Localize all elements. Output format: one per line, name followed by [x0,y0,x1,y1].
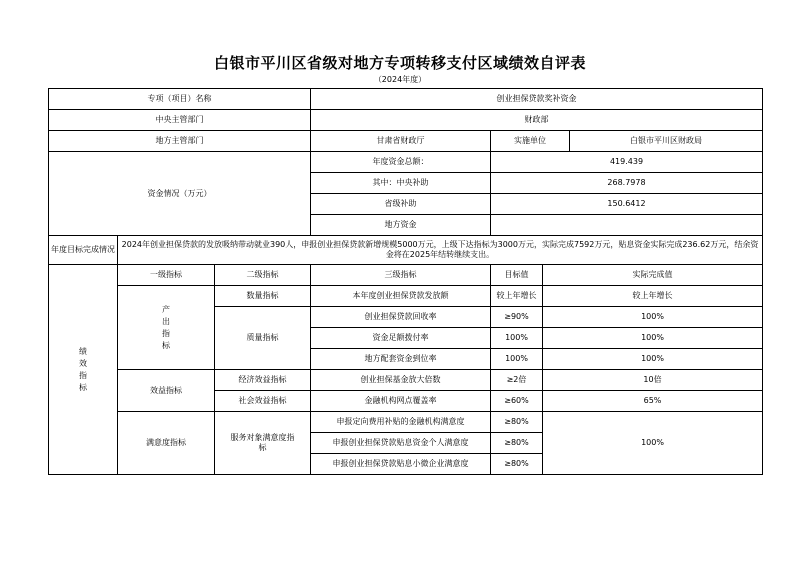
l3-cell: 地方配套资金到位率 [311,349,491,370]
l3-cell: 创业担保基金放大倍数 [311,370,491,391]
target-cell: ≥80% [491,412,543,433]
table-row [49,152,763,173]
funds-local-label: 地方资金 [311,215,491,236]
funds-provincial-label: 省级补助 [311,194,491,215]
local-dept-label: 地方主管部门 [49,131,311,152]
l3-cell: 申报创业担保贷款贴息小微企业满意度 [311,454,491,475]
goal-text: 2024年创业担保贷款的发放吸纳带动就业390人，申报创业担保贷款新增规模5000万元，上级下达指标为3000万元，实际完成7592万元，贴息资金实际完成236.62万元，结余资金将在2025年结转继续支出。 [118,236,763,265]
header-actual: 实际完成值 [543,265,763,286]
table-row [49,286,763,307]
target-cell: ≥60% [491,391,543,412]
l2-economic: 经济效益指标 [215,370,311,391]
target-cell: 较上年增长 [491,286,543,307]
table-row [49,412,763,433]
target-cell: ≥2倍 [491,370,543,391]
l1-benefit: 效益指标 [118,370,215,412]
header-l2: 二级指标 [215,265,311,286]
project-name-label: 专项（项目）名称 [49,89,311,110]
funds-central-label: 其中：中央补助 [311,173,491,194]
l1-output: 产出指标 [118,286,215,370]
funds-total-label: 年度资金总额： [311,152,491,173]
target-cell: 100% [491,328,543,349]
impl-unit-label: 实施单位 [491,131,570,152]
l3-cell: 申报定向费用补贴的金融机构满意度 [311,412,491,433]
local-dept-value: 甘肃省财政厅 [311,131,491,152]
actual-cell: 100% [543,328,763,349]
header-target: 目标值 [491,265,543,286]
project-name-value: 创业担保贷款奖补资金 [311,89,763,110]
header-l3: 三级指标 [311,265,491,286]
central-dept-value: 财政部 [311,110,763,131]
table-row [49,131,763,152]
actual-cell: 100% [543,307,763,328]
funds-provincial-value: 150.6412 [491,194,763,215]
l2-quality: 质量指标 [215,307,311,370]
goal-label: 年度目标完成情况 [49,236,118,265]
funds-label: 资金情况（万元） [49,152,311,236]
funds-central-value: 268.7978 [491,173,763,194]
l3-cell: 金融机构网点覆盖率 [311,391,491,412]
report-year: （2024年度） [373,75,427,84]
l3-cell: 创业担保贷款回收率 [311,307,491,328]
target-cell: 100% [491,349,543,370]
l3-cell: 资金足额拨付率 [311,328,491,349]
target-cell: ≥80% [491,454,543,475]
target-cell: ≥90% [491,307,543,328]
l2-service: 服务对象满意度指标 [215,412,311,475]
perf-label: 绩效指标 [49,265,118,475]
actual-cell: 较上年增长 [543,286,763,307]
l3-cell: 本年度创业担保贷款发放额 [311,286,491,307]
evaluation-table [48,88,763,475]
actual-cell: 100% [543,349,763,370]
l2-social: 社会效益指标 [215,391,311,412]
central-dept-label: 中央主管部门 [49,110,311,131]
l3-cell: 申报创业担保贷款贴息资金个人满意度 [311,433,491,454]
table-row [49,370,763,391]
impl-unit-value: 白银市平川区财政局 [570,131,763,152]
table-row [49,89,763,110]
actual-cell: 10倍 [543,370,763,391]
page-title: 白银市平川区省级对地方专项转移支付区域绩效自评表 [213,54,586,72]
l2-quantity: 数量指标 [215,286,311,307]
funds-local-value [491,215,763,236]
actual-cell: 65% [543,391,763,412]
actual-cell: 100% [543,412,763,475]
table-row [49,236,763,265]
l1-satisfaction: 满意度指标 [118,412,215,475]
header-l1: 一级指标 [118,265,215,286]
funds-total-value: 419.439 [491,152,763,173]
target-cell: ≥80% [491,433,543,454]
table-row [49,265,763,286]
table-row [49,110,763,131]
